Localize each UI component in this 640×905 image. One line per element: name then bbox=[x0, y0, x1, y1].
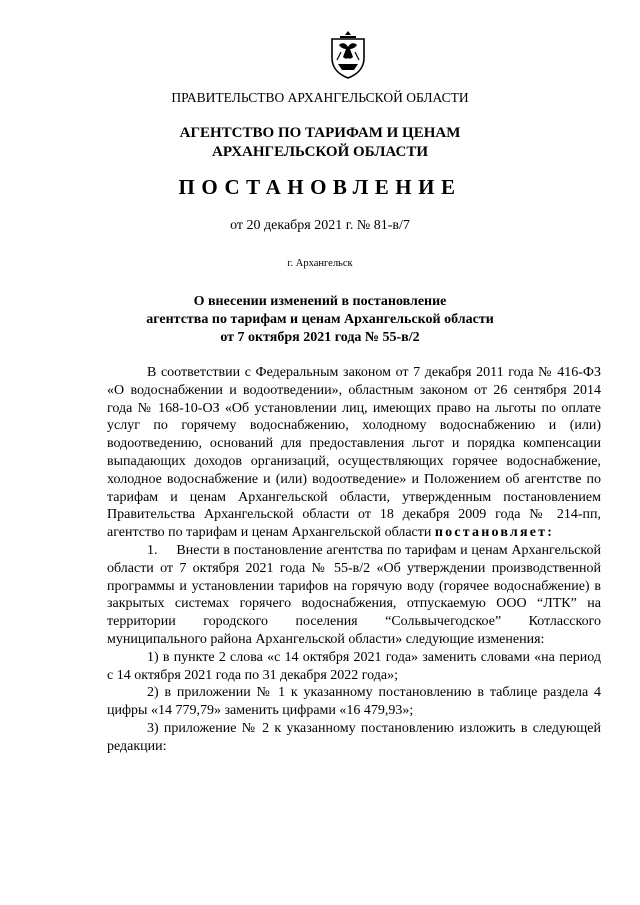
preamble-paragraph bbox=[107, 364, 601, 542]
item-1: 1. Внести в постановление агентства по тарифам и ценам Архангельской области от 7 октября 2021 года № 55-в/2 «Об утверждении производственной программы и установлении тарифов на горячую воду (горячее водоснабжение) в закрытых системах горячего водоснабжения, отпускаемую ООО “ЛТК” на территории городского поселения “Сольвычегодское” Котласского муниципального района Архангельской области» следующие изменения: bbox=[107, 542, 601, 647]
document-subject bbox=[0, 293, 640, 347]
agency-name-line2: АРХАНГЕЛЬСКОЙ ОБЛАСТИ bbox=[212, 144, 428, 160]
date-number: от 20 декабря 2021 г. № 81-в/7 bbox=[230, 218, 410, 233]
document-body bbox=[107, 364, 601, 756]
subitem-3: 3) приложение № 2 к указанному постановлению изложить в следующей редакции: bbox=[107, 720, 601, 754]
subject-line1: О внесении изменений в постановление bbox=[193, 294, 447, 309]
agency-name-line1: АГЕНТСТВО ПО ТАРИФАМ И ЦЕНАМ bbox=[179, 125, 461, 141]
preamble-text: В соответствии с Федеральным законом от 7 декабря 2011 года № 416-ФЗ «О водоснабжении и водоотведении», областным законом от 26 сентября 2014 года № 168-10-ОЗ «Об установлении лиц, имеющих право на льготы по оплате услуг по горячему водоснабжению, холодному водоснабжению и (или) водоотведению, оснований для предоставления льгот и порядка компенсации выпадающих доходов организаций, осуществляющих горячее водоснабжение, холодное водоснабжение и (или) водоотведение» и Положением об агентстве по тарифам и ценам Архангельской области, утвержденным постановлением Правительства Архангельской области от 18 декабря 2009 года № 214-пп, агентство по тарифам и ценам Архангельской области bbox=[107, 365, 601, 541]
resolves-word: постановляет: bbox=[434, 525, 555, 541]
coat-of-arms-icon bbox=[326, 28, 370, 80]
government-name: ПРАВИТЕЛЬСТВО АРХАНГЕЛЬСКОЙ ОБЛАСТИ bbox=[171, 90, 469, 105]
city: г. Архангельск bbox=[287, 258, 353, 269]
subitem-1: 1) в пункте 2 слова «с 14 октября 2021 года» заменить словами «на период с 14 октября 2021 года по 31 декабря 2022 года»; bbox=[107, 649, 601, 683]
subject-line3: от 7 октября 2021 года № 55-в/2 bbox=[220, 330, 420, 345]
subitem-2: 2) в приложении № 1 к указанному постановлению в таблице раздела 4 цифры «14 779,79» заменить цифрами «16 479,93»; bbox=[107, 685, 601, 719]
subject-line2: агентства по тарифам и ценам Архангельской области bbox=[146, 312, 494, 327]
agency-name bbox=[0, 124, 640, 162]
document-type: ПОСТАНОВЛЕНИЕ bbox=[178, 175, 462, 199]
